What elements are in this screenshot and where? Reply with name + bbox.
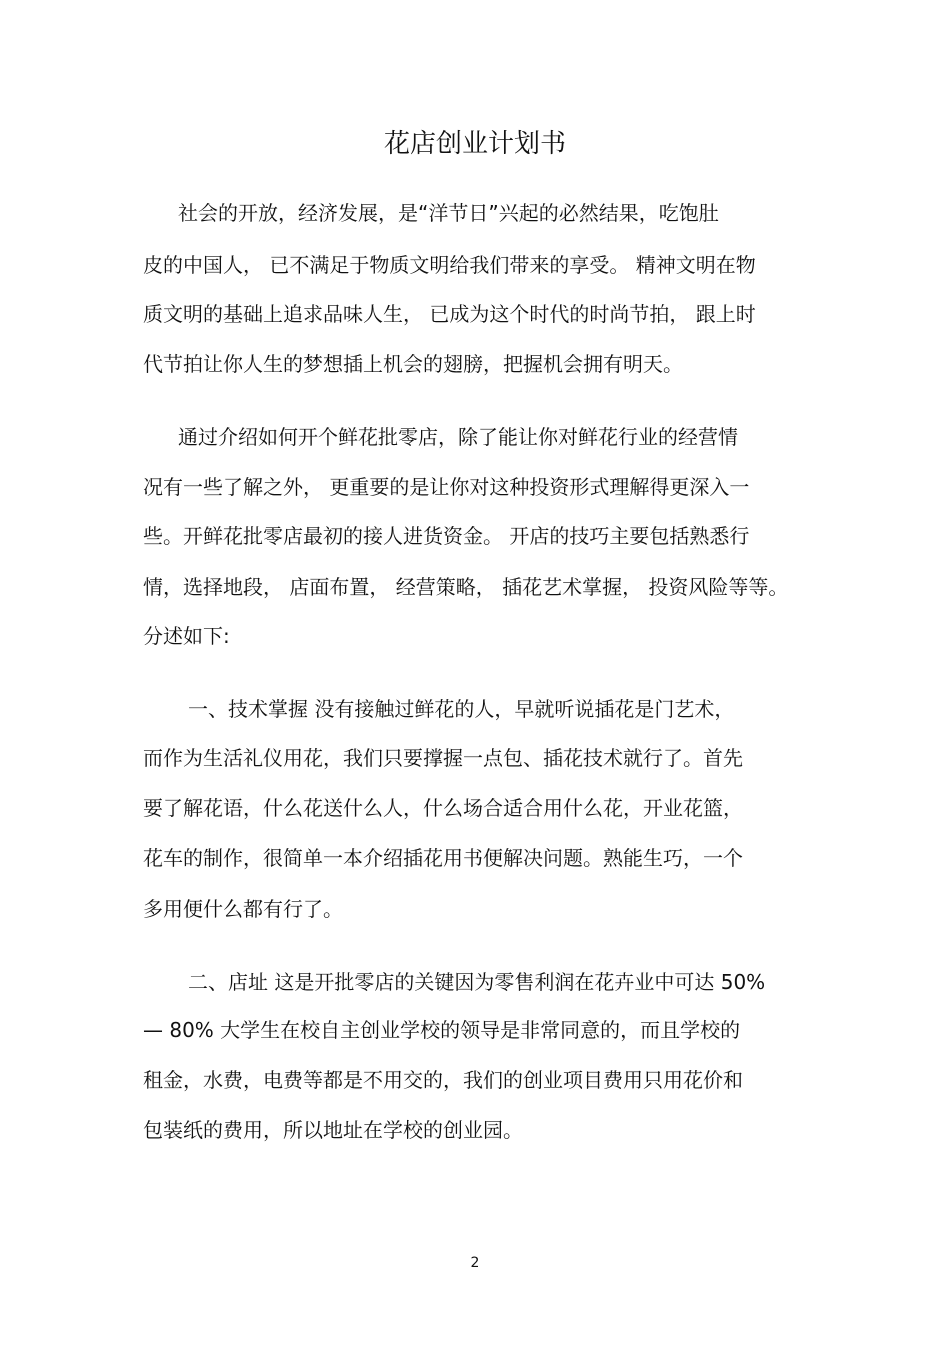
paragraph-line: 而作为生活礼仪用花，我们只要撑握一点包、插花技术就行了。首先 — [143, 746, 743, 770]
paragraph-line: 要了解花语，什么花送什么人，什么场合适合用什么花，开业花篮， — [143, 796, 743, 820]
paragraph-line: 些。开鲜花批零店最初的接人进货资金。 开店的技巧主要包括熟悉行 — [143, 524, 750, 548]
paragraph-line: 一、技术掌握 没有接触过鲜花的人，早就听说插花是门艺术， — [188, 697, 735, 721]
paragraph-line: 包装纸的费用，所以地址在学校的创业园。 — [143, 1118, 523, 1142]
paragraph-line: 二、店址 这是开批零店的关键因为零售利润在花卉业中可达 50% — [188, 970, 766, 994]
page-number: 2 — [470, 1255, 480, 1271]
document-title: 花店创业计划书 — [383, 129, 566, 159]
paragraph-line: 分述如下: — [143, 624, 230, 648]
paragraph-line: — 80% 大学生在校自主创业学校的领导是非常同意的，而且学校的 — [143, 1018, 741, 1042]
paragraph-line: 租金，水费，电费等都是不用交的，我们的创业项目费用只用花价和 — [143, 1068, 743, 1092]
paragraph-line: 情，选择地段， 店面布置， 经营策略， 插花艺术掌握， 投资风险等等。 — [143, 575, 789, 599]
paragraph-line: 代节拍让你人生的梦想插上机会的翅膀，把握机会拥有明天。 — [143, 352, 683, 376]
paragraph-line: 通过介绍如何开个鲜花批零店，除了能让你对鲜花行业的经营情 — [178, 425, 738, 449]
paragraph-line: 皮的中国人， 已不满足于物质文明给我们带来的享受。 精神文明在物 — [143, 253, 756, 277]
paragraph-line: 质文明的基础上追求品味人生， 已成为这个时代的时尚节拍， 跟上时 — [143, 302, 756, 326]
paragraph-line: 多用便什么都有行了。 — [143, 897, 343, 921]
paragraph-line: 社会的开放，经济发展，是“洋节日”兴起的必然结果，吃饱肚 — [178, 201, 719, 225]
paragraph-line: 花车的制作，很简单一本介绍插花用书便解决问题。熟能生巧，一个 — [143, 846, 743, 870]
paragraph-line: 况有一些了解之外， 更重要的是让你对这种投资形式理解得更深入一 — [143, 475, 750, 499]
